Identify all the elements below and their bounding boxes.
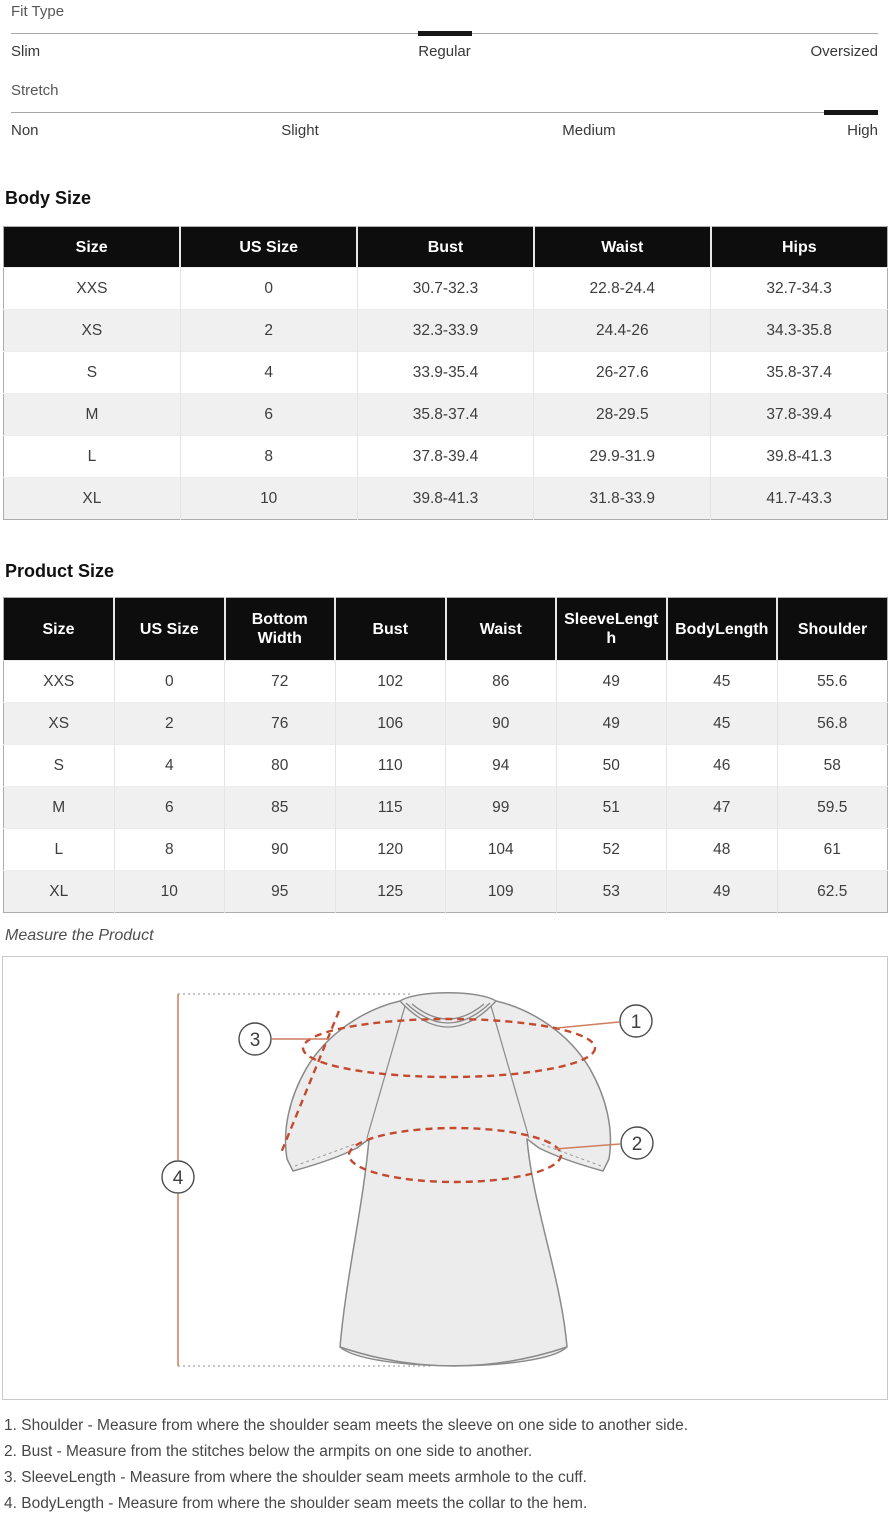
table-cell: 120 xyxy=(335,829,446,871)
column-header-size: Size xyxy=(4,598,115,661)
table-cell: 47 xyxy=(667,787,778,829)
stretch-scale-line xyxy=(11,112,878,113)
callout-1-number: 1 xyxy=(630,1012,642,1033)
scale-option-regular: Regular xyxy=(418,43,471,60)
table-cell: 33.9-35.4 xyxy=(357,352,534,394)
table-row xyxy=(4,268,888,310)
table-cell: 49 xyxy=(556,703,667,745)
table-cell: 6 xyxy=(180,394,357,436)
table-cell: 0 xyxy=(180,268,357,310)
table-cell: 37.8-39.4 xyxy=(357,436,534,478)
table-cell: S xyxy=(4,745,115,787)
table-cell: M xyxy=(4,787,115,829)
table-cell: 80 xyxy=(225,745,336,787)
column-header-size: Size xyxy=(4,227,181,268)
measurement-diagram xyxy=(2,956,888,1400)
column-header-hips: Hips xyxy=(711,227,888,268)
table-cell: 115 xyxy=(335,787,446,829)
tshirt-measure-illustration xyxy=(3,957,887,1399)
table-cell: 22.8-24.4 xyxy=(534,268,711,310)
scale-option-medium: Medium xyxy=(562,122,616,139)
table-cell: 48 xyxy=(667,829,778,871)
table-cell: 39.8-41.3 xyxy=(357,478,534,520)
table-cell: L xyxy=(4,829,115,871)
table-cell: 61 xyxy=(777,829,888,871)
table-cell: 6 xyxy=(114,787,225,829)
table-cell: 37.8-39.4 xyxy=(711,394,888,436)
table-cell: 2 xyxy=(180,310,357,352)
table-cell: 99 xyxy=(446,787,557,829)
table-cell: 53 xyxy=(556,871,667,913)
table-cell: L xyxy=(4,436,181,478)
measure-note-sleevelength: 3. SleeveLength - Measure from where the shoulder seam meets armhole to the cuff. xyxy=(4,1469,587,1486)
table-cell: 24.4-26 xyxy=(534,310,711,352)
column-header-waist: Waist xyxy=(446,598,557,661)
table-cell: 8 xyxy=(180,436,357,478)
table-cell: 51 xyxy=(556,787,667,829)
callout-1-connector xyxy=(557,1022,619,1028)
table-cell: 26-27.6 xyxy=(534,352,711,394)
callout-3-number: 3 xyxy=(249,1030,261,1051)
table-cell: 31.8-33.9 xyxy=(534,478,711,520)
table-cell: 32.7-34.3 xyxy=(711,268,888,310)
column-header-bodylength: BodyLength xyxy=(667,598,778,661)
table-cell: 41.7-43.3 xyxy=(711,478,888,520)
column-header-shoulder: Shoulder xyxy=(777,598,888,661)
callout-4 xyxy=(162,1161,194,1193)
column-header-bust: Bust xyxy=(335,598,446,661)
table-cell: 76 xyxy=(225,703,336,745)
table-cell: 95 xyxy=(225,871,336,913)
column-header-us-size: US Size xyxy=(180,227,357,268)
measure-note-bust: 2. Bust - Measure from the stitches below the armpits on one side to another. xyxy=(4,1443,533,1460)
table-cell: 85 xyxy=(225,787,336,829)
table-cell: 35.8-37.4 xyxy=(357,394,534,436)
column-header-bust: Bust xyxy=(357,227,534,268)
table-cell: 109 xyxy=(446,871,557,913)
table-cell: S xyxy=(4,352,181,394)
table-cell: 110 xyxy=(335,745,446,787)
table-cell: 4 xyxy=(180,352,357,394)
table-cell: 106 xyxy=(335,703,446,745)
table-cell: 50 xyxy=(556,745,667,787)
table-cell: 45 xyxy=(667,661,778,703)
callout-2 xyxy=(621,1127,653,1159)
table-cell: 86 xyxy=(446,661,557,703)
table-cell: XS xyxy=(4,703,115,745)
column-header-waist: Waist xyxy=(534,227,711,268)
table-cell: 28-29.5 xyxy=(534,394,711,436)
table-cell: 59.5 xyxy=(777,787,888,829)
table-cell: 39.8-41.3 xyxy=(711,436,888,478)
scale-option-oversized: Oversized xyxy=(810,43,878,60)
table-cell: 56.8 xyxy=(777,703,888,745)
stretch-options xyxy=(11,120,878,140)
table-cell: 125 xyxy=(335,871,446,913)
table-cell: 94 xyxy=(446,745,557,787)
table-cell: 104 xyxy=(446,829,557,871)
table-cell: 55.6 xyxy=(777,661,888,703)
stretch-label: Stretch xyxy=(11,82,59,99)
table-cell: 10 xyxy=(114,871,225,913)
table-cell: XS xyxy=(4,310,181,352)
callout-4-number: 4 xyxy=(172,1168,184,1189)
header-row xyxy=(4,227,888,268)
table-cell: XL xyxy=(4,871,115,913)
table-cell: 49 xyxy=(667,871,778,913)
callout-1 xyxy=(620,1005,652,1037)
table-cell: 2 xyxy=(114,703,225,745)
table-row xyxy=(4,871,888,913)
product-size-heading: Product Size xyxy=(5,561,115,581)
table-cell: 34.3-35.8 xyxy=(711,310,888,352)
table-cell: 58 xyxy=(777,745,888,787)
table-row xyxy=(4,352,888,394)
table-cell: 10 xyxy=(180,478,357,520)
table-cell: 49 xyxy=(556,661,667,703)
scale-option-slim: Slim xyxy=(11,43,41,60)
measure-note-shoulder: 1. Shoulder - Measure from where the shoulder seam meets the sleeve on one side to another side. xyxy=(4,1417,689,1434)
table-cell: 72 xyxy=(225,661,336,703)
table-row xyxy=(4,661,888,703)
tshirt-outline xyxy=(286,993,611,1366)
measurement-notes xyxy=(0,1413,891,1517)
table-cell: XXS xyxy=(4,661,115,703)
table-row xyxy=(4,787,888,829)
stretch-scale-marker xyxy=(824,110,878,115)
callout-2-number: 2 xyxy=(631,1134,643,1155)
table-cell: 32.3-33.9 xyxy=(357,310,534,352)
table-cell: 30.7-32.3 xyxy=(357,268,534,310)
fit-type-options xyxy=(11,41,878,61)
fit-type-scale xyxy=(11,30,878,37)
table-cell: XL xyxy=(4,478,181,520)
table-cell: M xyxy=(4,394,181,436)
table-row xyxy=(4,478,888,520)
callout-3 xyxy=(239,1023,271,1055)
table-row xyxy=(4,394,888,436)
table-cell: 90 xyxy=(446,703,557,745)
table-cell: 90 xyxy=(225,829,336,871)
table-cell: 0 xyxy=(114,661,225,703)
measure-product-title: Measure the Product xyxy=(5,927,154,944)
table-row xyxy=(4,745,888,787)
table-row xyxy=(4,829,888,871)
table-cell: 29.9-31.9 xyxy=(534,436,711,478)
table-row xyxy=(4,703,888,745)
table-cell: 35.8-37.4 xyxy=(711,352,888,394)
scale-option-non: Non xyxy=(11,122,39,139)
column-header-bottom-width: Bottom Width xyxy=(225,598,336,661)
scale-option-high: High xyxy=(847,122,878,139)
header-row xyxy=(4,598,888,661)
fit-type-label: Fit Type xyxy=(11,3,65,20)
table-cell: 62.5 xyxy=(777,871,888,913)
body-size-table xyxy=(3,226,888,520)
table-cell: 46 xyxy=(667,745,778,787)
scale-option-slight: Slight xyxy=(281,122,319,139)
table-cell: XXS xyxy=(4,268,181,310)
table-cell: 4 xyxy=(114,745,225,787)
table-cell: 102 xyxy=(335,661,446,703)
table-cell: 8 xyxy=(114,829,225,871)
product-size-table xyxy=(3,597,888,913)
column-header-sleevelength: SleeveLength xyxy=(556,598,667,661)
body-size-heading: Body Size xyxy=(5,188,92,208)
table-cell: 52 xyxy=(556,829,667,871)
table-row xyxy=(4,310,888,352)
column-header-us-size: US Size xyxy=(114,598,225,661)
measure-note-bodylength: 4. BodyLength - Measure from where the shoulder seam meets the collar to the hem. xyxy=(4,1495,588,1512)
table-cell: 45 xyxy=(667,703,778,745)
fit-type-scale-marker xyxy=(418,31,472,36)
stretch-scale xyxy=(11,109,878,116)
table-row xyxy=(4,436,888,478)
